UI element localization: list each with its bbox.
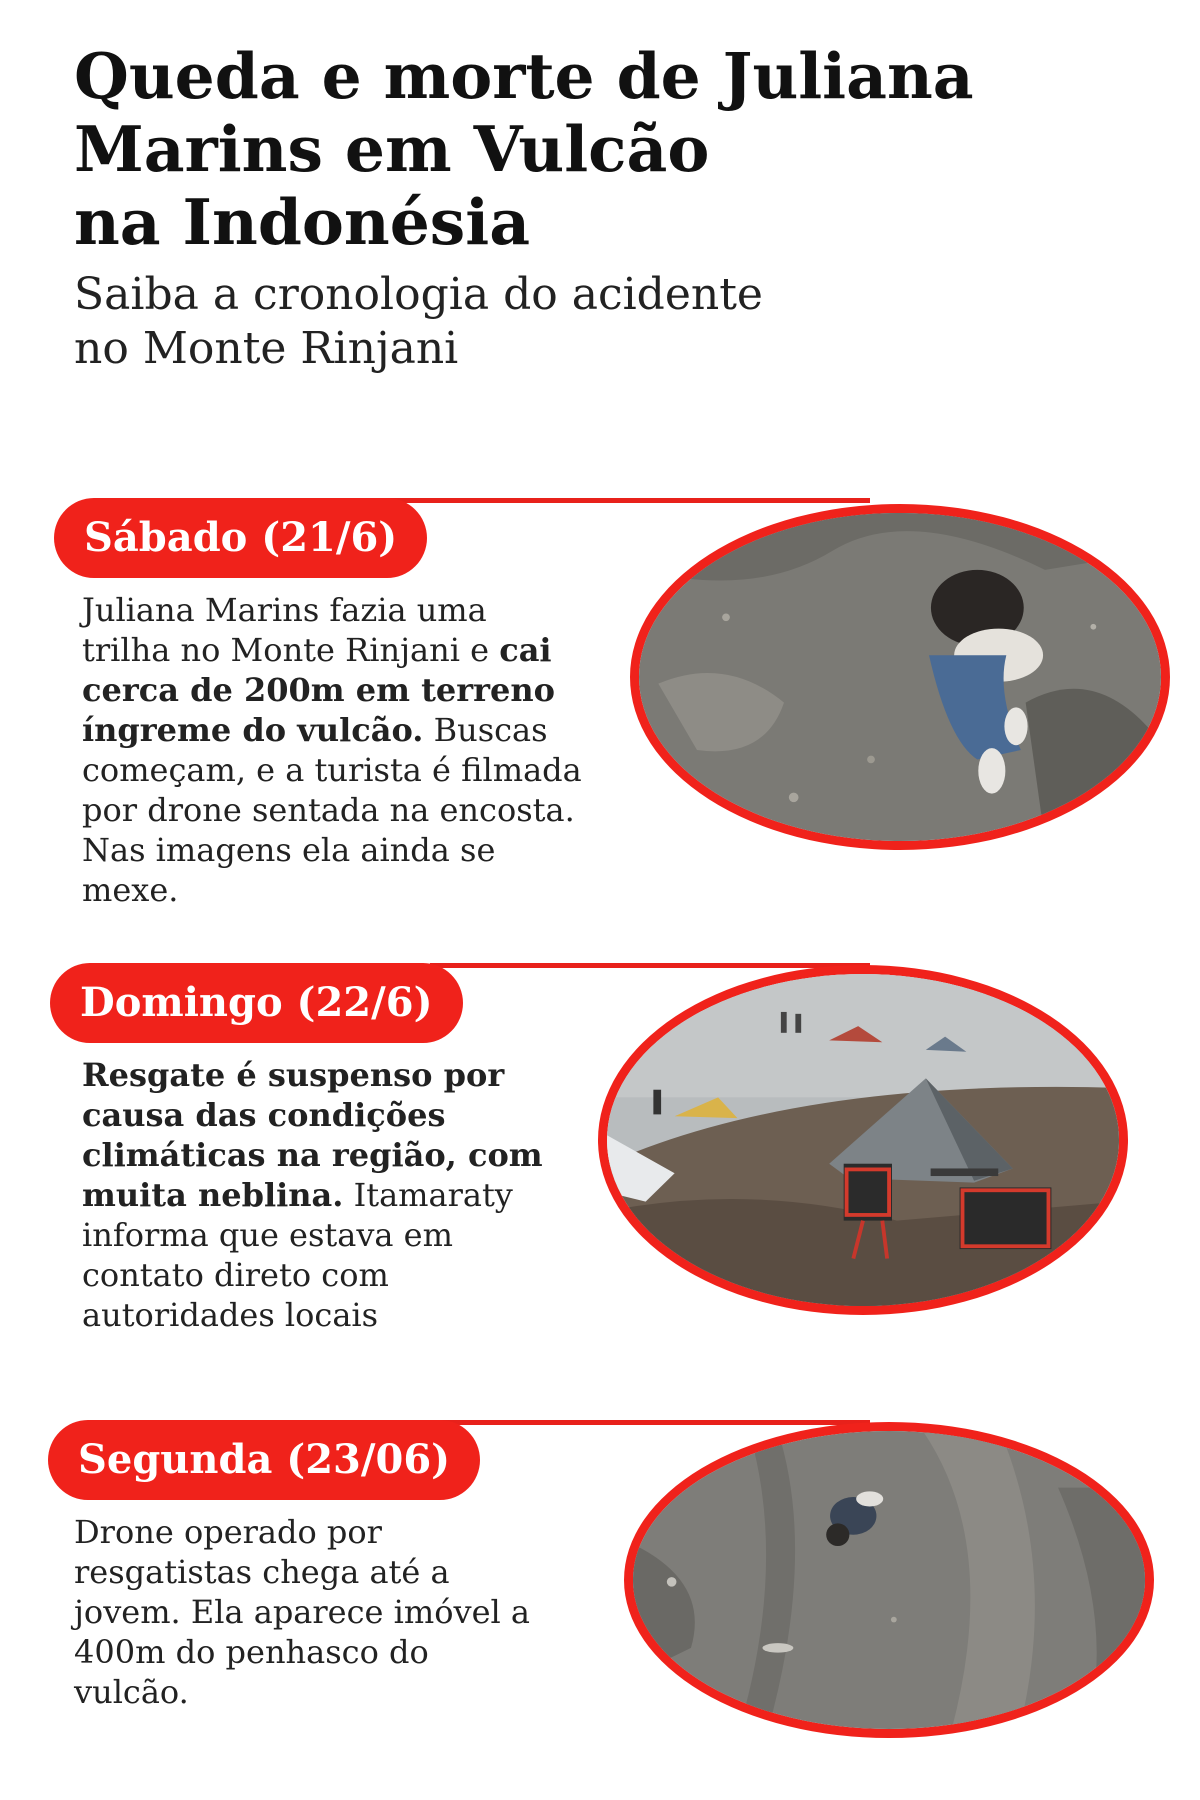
page-subtitle	[74, 268, 1074, 376]
description-text: Juliana Marins fazia uma trilha no Monte Rinjani e	[82, 591, 500, 669]
entry-description	[74, 1512, 534, 1712]
photo-foggy-campsite	[598, 965, 1128, 1315]
connector-line	[350, 498, 870, 503]
connector-line	[430, 963, 870, 968]
timeline-entry-saturday	[0, 490, 1200, 940]
timeline-entry-monday	[0, 1412, 1200, 1800]
day-label-saturday: Sábado (21/6)	[54, 498, 427, 578]
description-text-end: Buscas começam, e a turista é filmada por drone sentada na encosta. Nas imagens ela ainda se mexe.	[82, 711, 582, 909]
photo-drone-woman-sitting	[630, 504, 1170, 850]
description-text: Drone operado por resgatistas chega até a jovem. Ela aparece imóvel a 400m do penhasco do vulcão.	[74, 1513, 530, 1711]
title-line-2: Marins em Vulcão	[74, 112, 710, 186]
description-text-end: Itamaraty informa que estava em contato direto com autoridades locais	[82, 1176, 513, 1334]
connector-line	[440, 1420, 870, 1425]
subtitle-line-1: Saiba a cronologia do acidente	[74, 269, 763, 320]
description-bold: cai cerca de 200m em terreno íngreme do vulcão.	[82, 631, 555, 749]
subtitle-line-2: no Monte Rinjani	[74, 323, 459, 374]
photo-drone-person-on-cliff	[624, 1422, 1154, 1738]
entry-description	[82, 1055, 582, 1335]
day-label-monday: Segunda (23/06)	[48, 1420, 480, 1500]
timeline-entry-sunday	[0, 955, 1200, 1405]
description-bold: Resgate é suspenso por causa das condições climáticas na região, com muita neblina.	[82, 1056, 543, 1214]
title-line-1: Queda e morte de Juliana	[74, 39, 974, 113]
page-title	[74, 40, 1074, 259]
title-line-3: na Indonésia	[74, 185, 531, 259]
day-label-sunday: Domingo (22/6)	[50, 963, 463, 1043]
entry-description	[82, 590, 582, 910]
